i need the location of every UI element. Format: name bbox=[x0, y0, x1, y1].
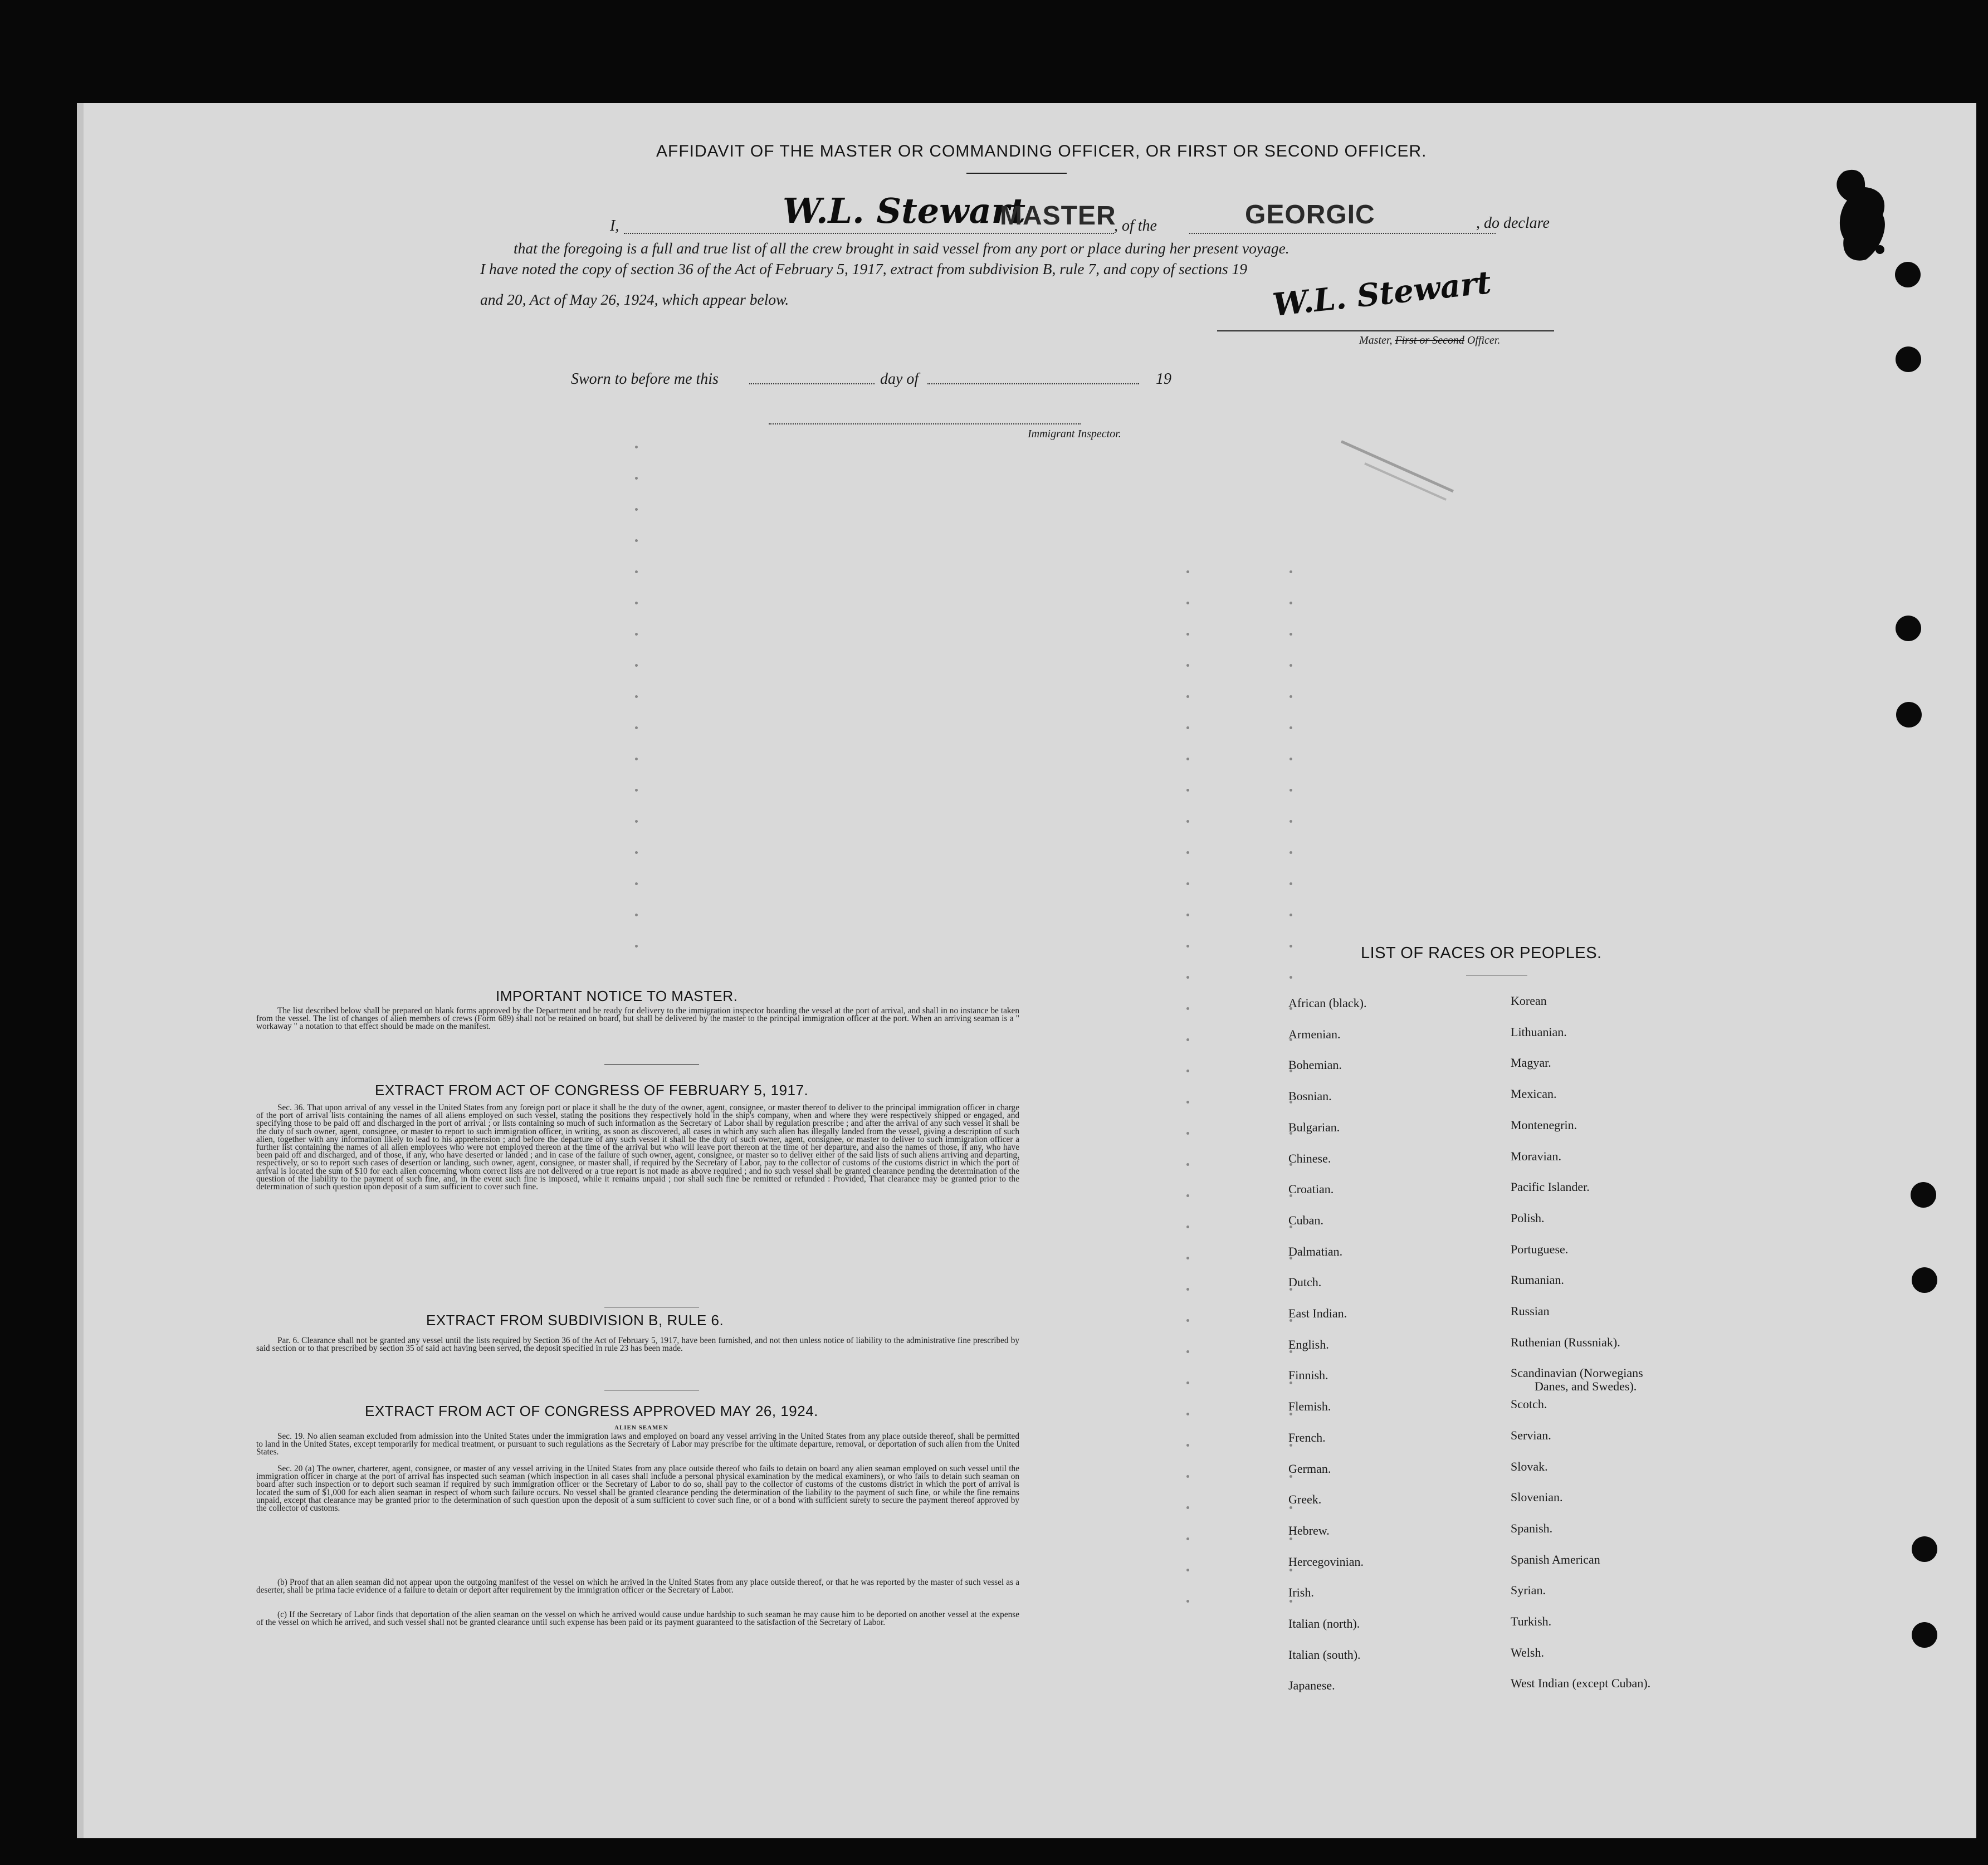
race-right-item: Mexican. bbox=[1511, 1087, 1557, 1101]
bleed-dot bbox=[1186, 1007, 1189, 1010]
of-the-label: , of the bbox=[1114, 217, 1157, 235]
race-left-item: Chinese. bbox=[1288, 1151, 1331, 1165]
race-right-item: Lithuanian. bbox=[1511, 1024, 1567, 1039]
bleed-dot bbox=[1186, 570, 1189, 573]
bleed-dot bbox=[1186, 1288, 1189, 1291]
bleed-dot bbox=[1186, 851, 1189, 854]
bleed-dot bbox=[635, 882, 638, 885]
bleed-dot bbox=[1186, 820, 1189, 823]
race-left-item: Japanese. bbox=[1288, 1678, 1335, 1693]
race-left-item: English. bbox=[1288, 1337, 1329, 1351]
punch-hole bbox=[1895, 262, 1921, 287]
race-right-item: Montenegrin. bbox=[1511, 1117, 1577, 1132]
inspector-line bbox=[769, 423, 1081, 424]
bleed-dot bbox=[1289, 820, 1292, 823]
bleed-dot bbox=[635, 508, 638, 511]
bleed-dot bbox=[1186, 1600, 1189, 1603]
race-right-item: Pacific Islander. bbox=[1511, 1180, 1590, 1194]
sworn-day-of: day of bbox=[880, 370, 919, 388]
punch-hole bbox=[1912, 1536, 1937, 1562]
bleed-dot bbox=[1289, 664, 1292, 667]
bleed-dot bbox=[1289, 789, 1292, 792]
race-left-item: Cuban. bbox=[1288, 1213, 1323, 1227]
race-left-item: Dalmatian. bbox=[1288, 1244, 1343, 1258]
title-divider bbox=[966, 173, 1067, 174]
ink-blot bbox=[1827, 166, 1894, 263]
race-right-item: Servian. bbox=[1511, 1428, 1551, 1442]
rule-6-text: Par. 6. Clearance shall not be granted any vessel until the lists required by Section 36 of the Act of February 5, 1917, have been furnished, and not then unless notice of liability to the administrative fine prescribed by said section or to that prescribed by section 35 of said act having been served, the deposit specified in rule 23 has been made. bbox=[256, 1336, 1019, 1354]
officer-caption-master: Master, bbox=[1359, 334, 1395, 346]
bleed-dot bbox=[1186, 1381, 1189, 1384]
bleed-dot bbox=[1289, 882, 1292, 885]
race-right-item: Spanish American bbox=[1511, 1552, 1600, 1566]
bleed-dot bbox=[1289, 976, 1292, 979]
punch-hole bbox=[1912, 1267, 1937, 1293]
sworn-label: Sworn to before me this bbox=[571, 370, 719, 388]
officer-signature-line bbox=[1217, 330, 1554, 331]
race-right-item: Scotch. bbox=[1511, 1397, 1547, 1412]
act-1924-sec-20a: Sec. 20 (a) The owner, charterer, agent, consignee, or master of any vessel arriving in the United States from any place outside thereof who fails to detain on board any alien seaman employed on such vessel until the immigration officer in charge at the port of arrival has inspected such seaman (which inspection in all cases shall include a personal physical examination by the medical examiners), or who fails to detain such seaman on board after such inspection or to deport such seaman if required by such immigration officer or the Secretary of Labor to do so, shall pay to the collector of customs of the customs district in which the port of arrival is located the sum of $1,000 for each alien seaman in respect of whom such failure occurs. No vessel shall be granted clearance pending the determination of the liability to the payment of such fine, or while the fine remains unpaid, except that clearance may be granted prior to the determination of such question upon the deposit of a sum sufficient to cover such fine, or of a bond with sufficient surety to secure the payment thereof approved by the collector of customs. bbox=[256, 1464, 1019, 1514]
bleed-dot bbox=[635, 945, 638, 948]
act-1917-text: Sec. 36. That upon arrival of any vessel in the United States from any foreign port or place it shall be the duty of the owner, agent, consignee, or master thereof to deliver to the principal immigration officer in charge of the port of arrival lists containing the names of all aliens employed on such vessel, stating the positions they respectively hold in the ship's company, when and where they were respectively shipped or engaged, and specifying those to be paid off and discharged in the port of arrival ; or lists containing so much of such information as the Secretary of Labor shall by regulation prescribe ; and after the arrival of any such vessel it shall be the duty of such owner, agent, consignee, or master to report to such immigration officer, in writing, as soon as discovered, all cases in which any such alien has illegally landed from the vessel, giving a description of such alien, together with any information likely to lead to his apprehension ; and before the departure of any such vessel it shall be the duty of such owner, agent, consignee, or master to deliver to such immigration officer a further list containing the names of all alien employees who were not employed thereon at the time of the arrival but who will leave port thereon at the time of her departure, and also the names of those, if any, who have been paid off and discharged, and of those, if any, who have deserted or landed ; and in case of the failure of such owner, agent, consignee, or master so to deliver either of the said lists of such aliens arriving and departing, respectively, or so to report such cases of desertion or landing, such owner, agent, consignee, or master shall, if required by the Secretary of Labor, pay to the collector of customs of the customs district in which the port of arrival is located the sum of $10 for each alien concerning whom correct lists are not delivered or a true report is not made as above required ; and no such vessel shall be granted clearance pending the determination of the question of the liability to the payment of such fine, and, in the event such fine is imposed, while it remains unpaid ; nor shall such fine be remitted or refunded : Provided, That clearance may be granted prior to the determination of such question upon deposit of a sum sufficient to cover such fine. bbox=[256, 1103, 1019, 1192]
bleed-dot bbox=[1186, 1163, 1189, 1166]
race-right-item: West Indian (except Cuban). bbox=[1511, 1676, 1651, 1691]
bleed-dot bbox=[1186, 976, 1189, 979]
act-1917-heading: EXTRACT FROM ACT OF CONGRESS OF FEBRUARY 5, 1917. bbox=[375, 1082, 809, 1099]
bleed-dot bbox=[1186, 1413, 1189, 1415]
act-1924-sec-19: Sec. 19. No alien seaman excluded from admission into the United States under the immigration laws and employed on board any vessel arriving in the United States from any place outside thereof, shall be permitted to land in the United States, except temporarily for medical treatment, or pursuant to such regulations as the Secretary of Labor may prescribe for the ultimate departure, removal, or deportation of such alien from the United States. bbox=[256, 1432, 1019, 1457]
rank-stamp: MASTER bbox=[1000, 201, 1116, 231]
sworn-year: 19 bbox=[1156, 370, 1171, 388]
bleed-dot bbox=[635, 789, 638, 792]
ship-line bbox=[1189, 233, 1496, 234]
race-left-item: Hercegovinian. bbox=[1288, 1554, 1364, 1569]
race-left-item: East Indian. bbox=[1288, 1306, 1347, 1320]
bleed-dot bbox=[635, 477, 638, 480]
race-left-item: Bohemian. bbox=[1288, 1058, 1342, 1072]
race-right-item: Rumanian. bbox=[1511, 1273, 1564, 1287]
act-1924-sec-20c: (c) If the Secretary of Labor finds that deportation of the alien seaman on the vessel on which he arrived would cause undue hardship to such seaman he may cause him to be deported on another vessel at the expense of the vessel on which he arrived, and such vessel shall not be granted clearance until such expense has been paid or its payment guaranteed to the satisfaction of the Secretary of Labor. bbox=[256, 1610, 1019, 1628]
alien-seamen-subheading: ALIEN SEAMEN bbox=[614, 1424, 668, 1431]
bleed-dot bbox=[1186, 1475, 1189, 1478]
bleed-dot bbox=[1186, 1132, 1189, 1135]
bleed-dot bbox=[1289, 945, 1292, 948]
race-left-item: Bulgarian. bbox=[1288, 1120, 1340, 1134]
race-left-item: Italian (south). bbox=[1288, 1647, 1361, 1662]
race-right-item: Syrian. bbox=[1511, 1583, 1546, 1598]
bleed-dot bbox=[1289, 602, 1292, 604]
bleed-dot bbox=[1289, 914, 1292, 916]
race-left-item: Flemish. bbox=[1288, 1399, 1331, 1414]
notice-heading: IMPORTANT NOTICE TO MASTER. bbox=[496, 988, 738, 1004]
bleed-dot bbox=[635, 695, 638, 698]
declaration-line-3: I have noted the copy of section 36 of the Act of February 5, 1917, extract from subdivision B, rule 7, and copy of sections 19 bbox=[480, 260, 1248, 277]
declaration-line-4: and 20, Act of May 26, 1924, which appear below. bbox=[480, 291, 789, 308]
bleed-dot bbox=[635, 539, 638, 542]
bleed-dot bbox=[1186, 882, 1189, 885]
bleed-dot bbox=[1186, 1070, 1189, 1072]
race-left-item: German. bbox=[1288, 1461, 1331, 1476]
bleed-dot bbox=[1186, 1444, 1189, 1447]
race-right-continuation: Danes, and Swedes). bbox=[1535, 1379, 1637, 1393]
race-right-item: Moravian. bbox=[1511, 1149, 1562, 1163]
bleed-dot bbox=[635, 602, 638, 604]
race-right-item: Turkish. bbox=[1511, 1614, 1552, 1628]
punch-hole bbox=[1912, 1622, 1937, 1648]
bleed-dot bbox=[1186, 1506, 1189, 1509]
master-signature: W.L. Stewart bbox=[783, 191, 1026, 231]
race-right-item: Scandinavian (Norwegians bbox=[1511, 1366, 1643, 1380]
bleed-dot bbox=[1186, 945, 1189, 948]
race-right-item: Polish. bbox=[1511, 1210, 1545, 1225]
race-left-item: French. bbox=[1288, 1430, 1326, 1444]
bleed-dot bbox=[1186, 602, 1189, 604]
punch-hole bbox=[1911, 1182, 1936, 1208]
bleed-dot bbox=[1186, 758, 1189, 760]
bleed-dot bbox=[1289, 570, 1292, 573]
races-heading: LIST OF RACES OR PEOPLES. bbox=[1361, 944, 1602, 962]
bleed-dot bbox=[1186, 1257, 1189, 1259]
race-left-item: Armenian. bbox=[1288, 1027, 1341, 1041]
act-1924-heading: EXTRACT FROM ACT OF CONGRESS APPROVED MAY 26, 1924. bbox=[365, 1403, 818, 1419]
race-left-item: Finnish. bbox=[1288, 1368, 1328, 1383]
race-right-item: Korean bbox=[1511, 994, 1547, 1008]
act-1924-sec-20b: (b) Proof that an alien seaman did not appear upon the outgoing manifest of the vessel on which he arrived in the United States from any place outside thereof, or that he was reported by the master of such vessel as a deserter, shall be prima facie evidence of a failure to detain or deport after requirement by the immigration officer or the Secretary of Labor. bbox=[256, 1578, 1019, 1595]
race-right-item: Ruthenian (Russniak). bbox=[1511, 1335, 1620, 1349]
race-left-item: Greek. bbox=[1288, 1492, 1322, 1507]
race-left-item: Italian (north). bbox=[1288, 1617, 1360, 1630]
race-right-item: Russian bbox=[1511, 1304, 1550, 1318]
notice-divider bbox=[604, 1064, 699, 1065]
inspector-caption: Immigrant Inspector. bbox=[1028, 428, 1121, 440]
bleed-dot bbox=[635, 758, 638, 760]
bleed-dot bbox=[1186, 695, 1189, 698]
rule-6-heading: EXTRACT FROM SUBDIVISION B, RULE 6. bbox=[426, 1312, 724, 1329]
sworn-day-line bbox=[749, 383, 875, 384]
declaration-i: I, bbox=[610, 217, 619, 235]
page-shadow-left bbox=[77, 103, 84, 1838]
race-left-item: Hebrew. bbox=[1288, 1523, 1330, 1537]
name-line bbox=[624, 233, 1114, 234]
officer-caption bbox=[1359, 334, 1500, 347]
bleed-dot bbox=[1186, 1194, 1189, 1197]
bleed-dot bbox=[1186, 1038, 1189, 1041]
bleed-dot bbox=[635, 633, 638, 636]
declaration-line-2: that the foregoing is a full and true list of all the crew brought in said vessel from any port or place during her present voyage. bbox=[514, 240, 1289, 257]
race-right-item: Slovak. bbox=[1511, 1459, 1548, 1473]
bleed-dot bbox=[1186, 1101, 1189, 1104]
bleed-dot bbox=[1186, 1537, 1189, 1540]
race-right-item: Magyar. bbox=[1511, 1056, 1551, 1070]
bleed-dot bbox=[635, 820, 638, 823]
bleed-dot bbox=[635, 570, 638, 573]
affidavit-title: AFFIDAVIT OF THE MASTER OR COMMANDING OFFICER, OR FIRST OR SECOND OFFICER. bbox=[656, 142, 1427, 160]
race-left-item: Dutch. bbox=[1288, 1275, 1322, 1290]
punch-hole bbox=[1896, 702, 1922, 728]
race-right-item: Welsh. bbox=[1511, 1645, 1544, 1659]
punch-hole bbox=[1896, 346, 1921, 372]
bleed-dot bbox=[1289, 851, 1292, 854]
bleed-dot bbox=[1289, 633, 1292, 636]
bleed-dot bbox=[1289, 1569, 1292, 1571]
bleed-dot bbox=[1289, 726, 1292, 729]
race-right-item: Portuguese. bbox=[1511, 1242, 1569, 1256]
do-declare-label: , do declare bbox=[1476, 214, 1550, 232]
bleed-dot bbox=[635, 914, 638, 916]
bleed-dot bbox=[1186, 1569, 1189, 1571]
ship-name-stamp: GEORGIC bbox=[1245, 200, 1375, 230]
punch-hole bbox=[1896, 616, 1921, 641]
bleed-dot bbox=[635, 726, 638, 729]
bleed-dot bbox=[1289, 1600, 1292, 1603]
bleed-dot bbox=[635, 851, 638, 854]
bleed-dot bbox=[1186, 726, 1189, 729]
officer-caption-officer: Officer. bbox=[1464, 334, 1501, 346]
bleed-dot bbox=[1186, 914, 1189, 916]
race-left-item: Irish. bbox=[1288, 1585, 1314, 1600]
officer-caption-struck: First or Second bbox=[1395, 334, 1464, 346]
race-right-item: Spanish. bbox=[1511, 1521, 1553, 1535]
race-left-item: Bosnian. bbox=[1288, 1089, 1332, 1104]
bleed-dot bbox=[635, 446, 638, 448]
race-left-item: Croatian. bbox=[1288, 1182, 1334, 1197]
bleed-dot bbox=[1186, 633, 1189, 636]
officer-signature: W.L. Stewart bbox=[1271, 264, 1493, 324]
notice-text: The list described below shall be prepared on blank forms approved by the Department and be ready for delivery to the immigration inspector boarding the vessel at the port of arrival, and shall in no instance be taken from the vessel. The list of changes of alien members of crews (Form 689) shall not be retained on board, but shall be delivered by the master to the principal immigration officer at the port. When an arriving seaman is a " workaway " a notation to that effect should be made on the manifest. bbox=[256, 1006, 1019, 1032]
race-right-item: Slovenian. bbox=[1511, 1490, 1563, 1505]
bleed-dot bbox=[1186, 1226, 1189, 1228]
bleed-dot bbox=[1186, 664, 1189, 667]
bleed-dot bbox=[635, 664, 638, 667]
bleed-dot bbox=[1186, 1319, 1189, 1322]
sworn-month-line bbox=[927, 383, 1139, 384]
race-left-item: African (black). bbox=[1288, 996, 1367, 1010]
bleed-dot bbox=[1289, 758, 1292, 760]
bleed-dot bbox=[1289, 695, 1292, 698]
bleed-dot bbox=[1186, 789, 1189, 792]
bleed-dot bbox=[1186, 1350, 1189, 1353]
